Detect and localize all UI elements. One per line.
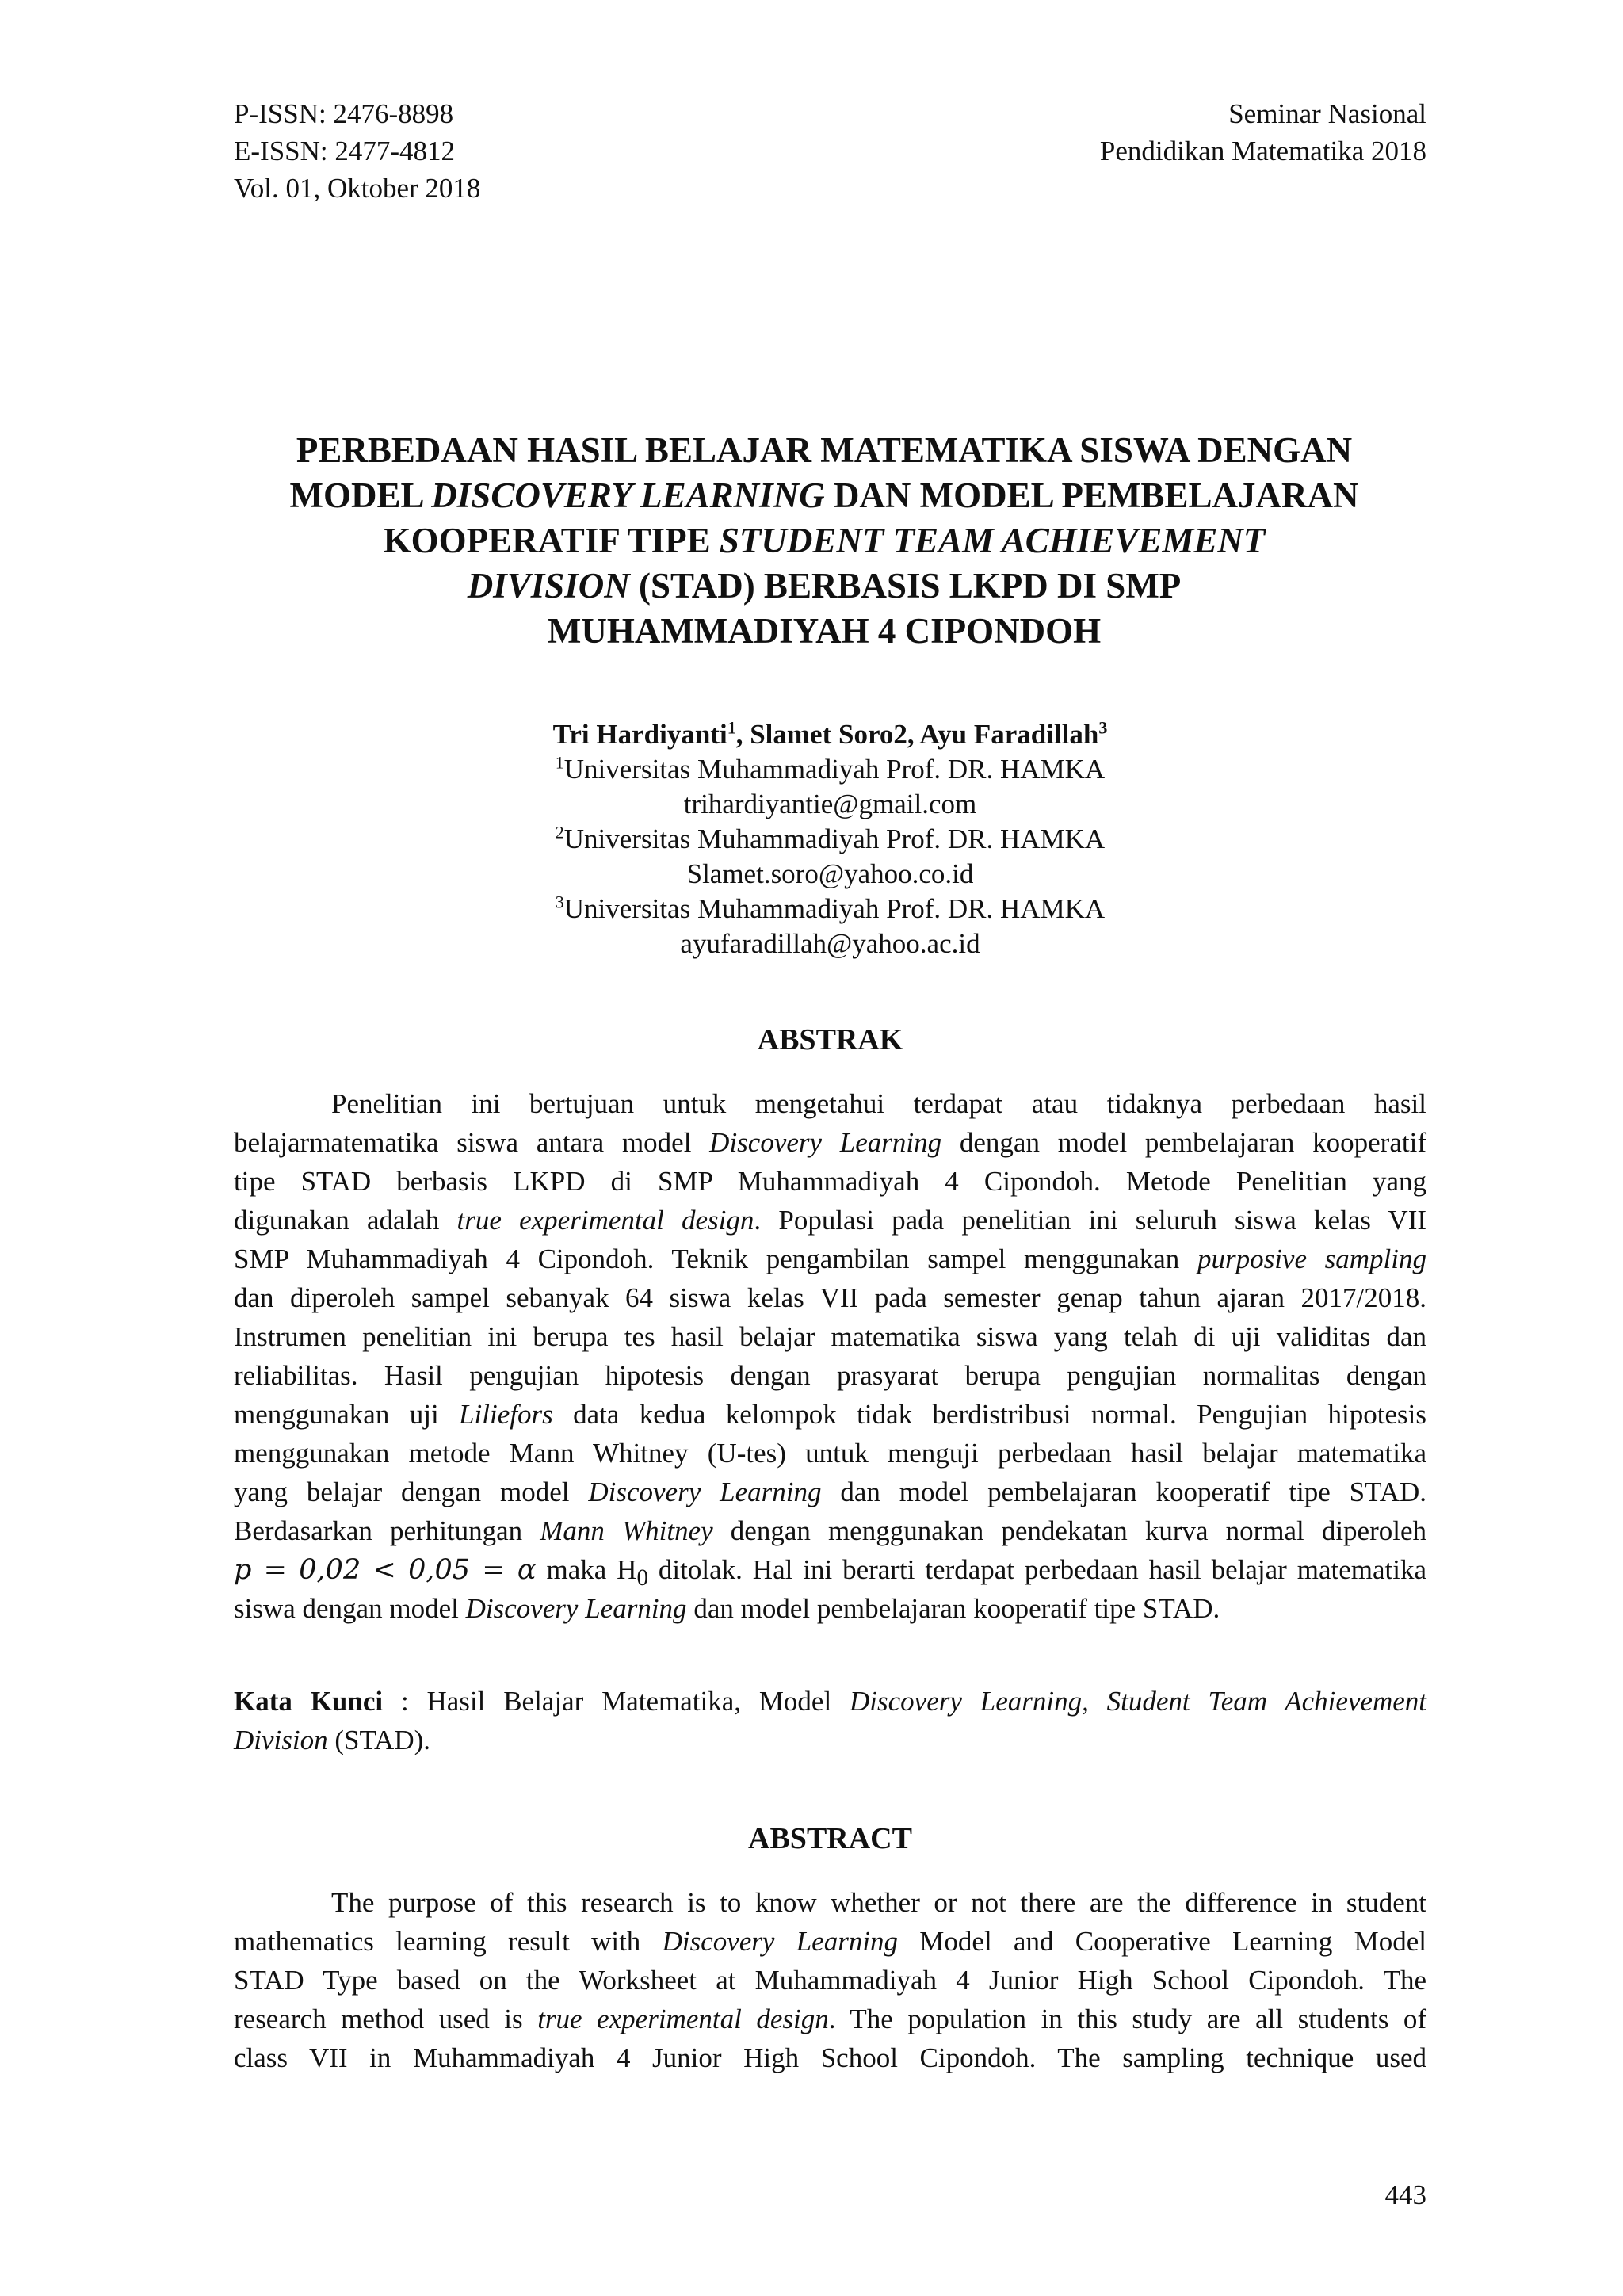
affiliation: $^3$Universitas Muhammadiyah Prof. DR. HAMKA (555, 892, 1106, 924)
text-line: siswa dengan model Discovery Learning dan model pembelajaran kooperatif tipe STAD. (234, 1593, 1220, 1624)
e-issn: E-ISSN: 2477-4812 (234, 136, 456, 166)
text-line: mathematics learning result with Discovery Learning Model and Cooperative Learning Model (234, 1926, 1426, 1957)
seminar-name: Seminar Nasional (1228, 98, 1426, 129)
abstrak-heading: ABSTRAK (757, 1023, 903, 1056)
title-line: KOOPERATIF TIPE STUDENT TEAM ACHIEVEMENT (383, 521, 1266, 560)
email: ayufaradillah@yahoo.ac.id (680, 928, 980, 959)
text-line: Berdasarkan perhitungan Mann Whitney dengan menggunakan pendekatan kurva normal diperoleh (234, 1515, 1427, 1546)
email: Slamet.soro@yahoo.co.id (686, 858, 974, 889)
p-issn: P-ISSN: 2476-8898 (234, 98, 454, 129)
text-line: STAD Type based on the Worksheet at Muhammadiyah 4 Junior High School Cipondoh. The (234, 1965, 1426, 1996)
text-line: menggunakan uji Liliefors data kedua kelompok tidak berdistribusi normal. Pengujian hipotesis (234, 1399, 1426, 1430)
keywords-label: Kata Kunci (234, 1686, 384, 1717)
text-line: belajarmatematika siswa antara model Discovery Learning dengan model pembelajaran kooperatif (234, 1127, 1426, 1158)
author-block (234, 717, 1426, 961)
text-line: dan diperoleh sampel sebanyak 64 siswa kelas VII pada semester genap tahun ajaran 2017/2018. (234, 1282, 1426, 1313)
title-line: PERBEDAAN HASIL BELAJAR MATEMATIKA SISWA DENGAN (296, 430, 1353, 470)
abstract-heading: ABSTRACT (748, 1822, 912, 1855)
page-number: 443 (1384, 2179, 1426, 2210)
text-line: digunakan adalah true experimental design. Populasi pada penelitian ini seluruh siswa kelas VII (234, 1205, 1427, 1236)
text-line: The purpose of this research is to know whether or not there are the difference in student (331, 1887, 1426, 1918)
seminar-header (1100, 95, 1426, 170)
title-line: MUHAMMADIYAH 4 CIPONDOH (547, 611, 1102, 651)
volume: Vol. 01, Oktober 2018 (234, 173, 481, 204)
text-line: Kata Kunci : Hasil Belajar Matematika, Model Discovery Learning, Student Team Achievement (234, 1686, 1426, 1717)
text-line: research method used is true experimental design. The population in this study are all students of (234, 2004, 1426, 2034)
abstrak-body (234, 1084, 1426, 1628)
text-line: tipe STAD berbasis LKPD di SMP Muhammadiyah 4 Cipondoh. Metode Penelitian yang (234, 1166, 1426, 1197)
text-line: reliabilitas. Hasil pengujian hipotesis dengan prasyarat berupa pengujian normalitas dengan (234, 1360, 1426, 1391)
title-line: DIVISION (STAD) BERBASIS LKPD DI SMP (467, 566, 1182, 606)
text-line: yang belajar dengan model Discovery Learning dan model pembelajaran kooperatif tipe STAD. (234, 1477, 1426, 1507)
affiliation: $^2$Universitas Muhammadiyah Prof. DR. HAMKA (555, 822, 1106, 854)
text-line: Division (STAD). (234, 1725, 431, 1755)
affiliation: $^1$Universitas Muhammadiyah Prof. DR. HAMKA (555, 752, 1106, 785)
seminar-subtitle: Pendidikan Matematika 2018 (1099, 136, 1426, 166)
text-line: SMP Muhammadiyah 4 Cipondoh. Teknik pengambilan sampel menggunakan purposive sampling (234, 1244, 1426, 1274)
text-line: Instrumen penelitian ini berupa tes hasil belajar matematika siswa yang telah di uji validitas dan (234, 1321, 1426, 1352)
paper-title (222, 428, 1426, 654)
keywords (234, 1682, 1426, 1759)
text-line: menggunakan metode Mann Whitney (U-tes) untuk menguji perbedaan hasil belajar matematika (234, 1438, 1426, 1469)
issn-header (234, 95, 480, 207)
author-names: Tri Hardiyanti$^1$, Slamet Soro2, Ayu Faradillah$^3$ (552, 717, 1108, 750)
text-line: p = 0,02 < 0,05 = α maka $H_0$ ditolak. Hal ini berarti terdapat perbedaan hasil belajar matematika (234, 1554, 1427, 1591)
text-line: Penelitian ini bertujuan untuk mengetahui terdapat atau tidaknya perbedaan hasil (331, 1088, 1426, 1119)
math-expression: p = 0,02 < 0,05 = α (234, 1554, 537, 1586)
abstract-body (234, 1883, 1426, 2077)
email: trihardiyantie@gmail.com (683, 789, 977, 819)
text-line: class VII in Muhammadiyah 4 Junior High School Cipondoh. The sampling technique used (234, 2042, 1426, 2073)
title-line: MODEL DISCOVERY LEARNING DAN MODEL PEMBELAJARAN (289, 476, 1359, 515)
